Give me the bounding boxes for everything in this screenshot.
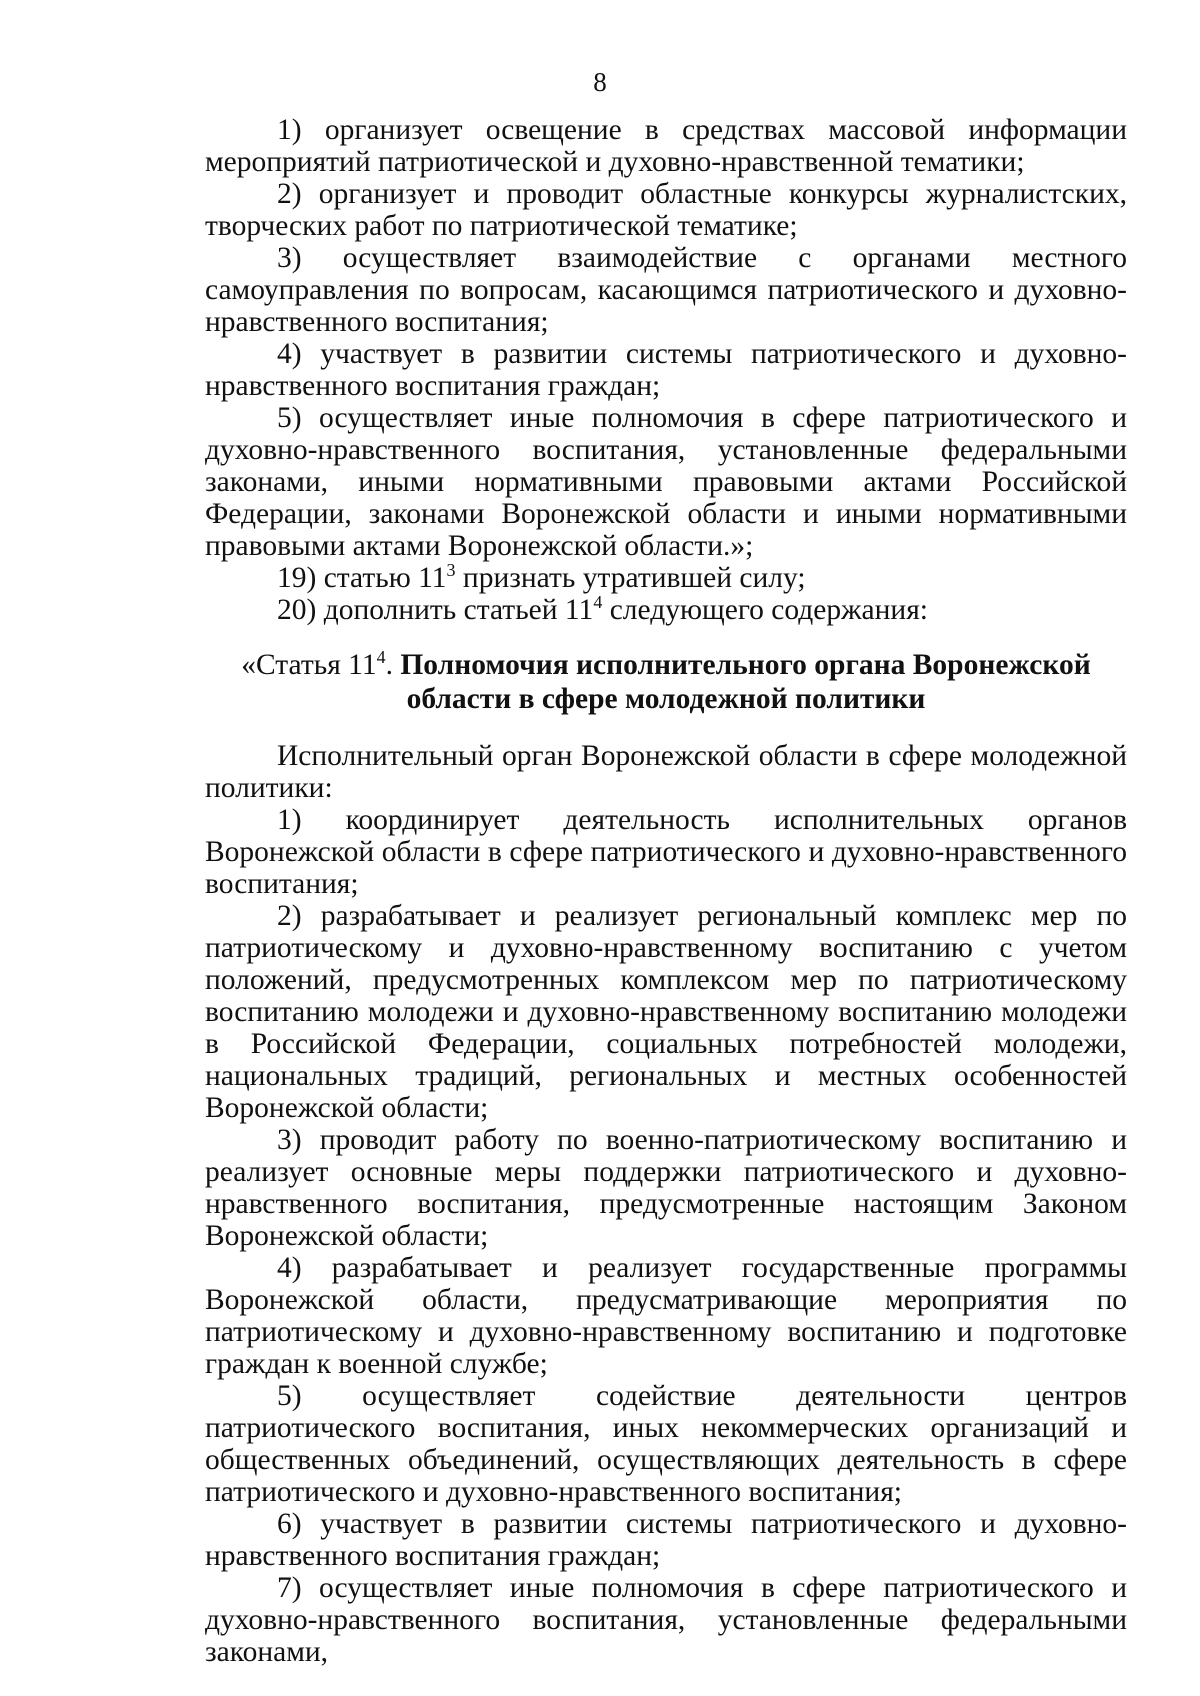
paragraph-item-5: 5) осуществляет иные полномочия в сфере патриотического и духовно-нравственного воспитания, установленные федеральными законами, иными нормативными правовыми актами Российской Федерации, законами Воронежской области и иными нормативными правовыми актами Воронежской области.»;	[205, 402, 1127, 562]
document-body	[205, 114, 1127, 1668]
amendment-item-19	[205, 562, 1127, 594]
article-item-6: 6) участвует в развитии системы патриотического и духовно-нравственного воспитания граждан;	[205, 1508, 1127, 1572]
paragraph-item-1: 1) организует освещение в средствах массовой информации мероприятий патриотической и духовно-нравственной тематики;	[205, 114, 1127, 178]
article-item-4: 4) разрабатывает и реализует государственные программы Воронежской области, предусматривающие мероприятия по патриотическому и духовно-нравственному воспитанию и подготовке граждан к военной службе;	[205, 1252, 1127, 1380]
article-heading	[205, 648, 1127, 716]
article-title: Полномочия исполнительного органа Воронежской области в сфере молодежной политики	[392, 649, 1091, 715]
amendment-item-19-text: 19) статью 11	[277, 562, 447, 594]
amendment-item-20-text: 20) дополнить статьей 11	[277, 594, 594, 626]
paragraph-item-2: 2) организует и проводит областные конкурсы журналистских, творческих работ по патриотической тематике;	[205, 178, 1127, 242]
superscript-4: 4	[593, 592, 603, 613]
superscript-3: 3	[446, 560, 456, 581]
paragraph-item-4: 4) участвует в развитии системы патриотического и духовно-нравственного воспитания граждан;	[205, 338, 1127, 402]
article-item-1: 1) координирует деятельность исполнительных органов Воронежской области в сфере патриотического и духовно-нравственного воспитания;	[205, 804, 1127, 900]
article-item-5: 5) осуществляет содействие деятельности центров патриотического воспитания, иных некоммерческих организаций и общественных объединений, осуществляющих деятельность в сфере патриотического и духовно-нравственного воспитания;	[205, 1380, 1127, 1508]
amendment-item-19-rest: признать утратившей силу;	[455, 562, 806, 594]
amendment-item-20-rest: следующего содержания:	[602, 594, 928, 626]
page-number: 8	[593, 67, 607, 97]
article-prefix: «Статья 11	[241, 649, 377, 681]
article-intro: Исполнительный орган Воронежской области в сфере молодежной политики:	[205, 740, 1127, 804]
article-dot: .	[385, 649, 393, 681]
article-item-7: 7) осуществляет иные полномочия в сфере патриотического и духовно-нравственного воспитания, установленные федеральными законами,	[205, 1572, 1127, 1668]
amendment-item-20	[205, 594, 1127, 626]
article-item-3: 3) проводит работу по военно-патриотическому воспитанию и реализует основные меры поддержки патриотического и духовно-нравственного воспитания, предусмотренные настоящим Законом Воронежской области;	[205, 1124, 1127, 1252]
paragraph-item-3: 3) осуществляет взаимодействие с органами местного самоуправления по вопросам, касающимся патриотического и духовно-нравственного воспитания;	[205, 242, 1127, 338]
article-superscript: 4	[376, 647, 386, 668]
article-item-2: 2) разрабатывает и реализует региональный комплекс мер по патриотическому и духовно-нравственному воспитанию с учетом положений, предусмотренных комплексом мер по патриотическому воспитанию молодежи и духовно-нравственному воспитанию молодежи в Российской Федерации, социальных потребностей молодежи, национальных традиций, региональных и местных особенностей Воронежской области;	[205, 900, 1127, 1124]
